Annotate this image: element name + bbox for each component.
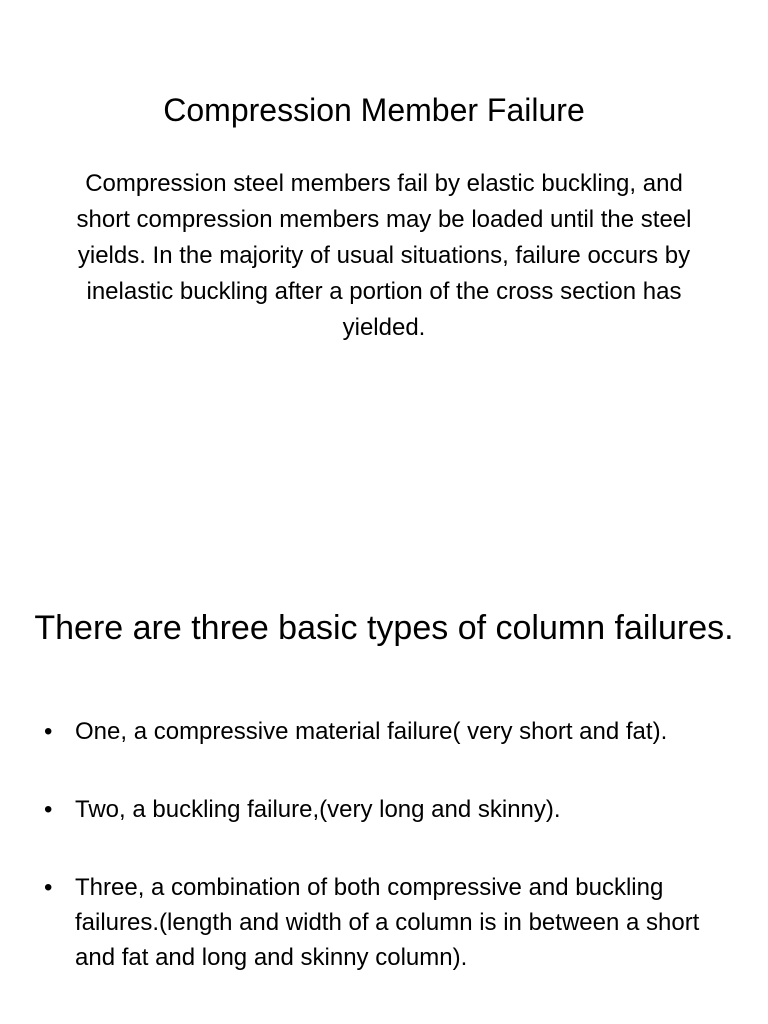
bullet-item [0,870,768,975]
slide-body-text: Compression steel members fail by elastic buckling, and short compression members may be loaded until the steel yields. In the majority of usual situations, failure occurs by inelastic buckling after a portion of the cross section has yielded. [76,170,692,341]
bullet-dot-icon: • [44,874,53,901]
bullet-item [0,714,768,749]
bullet-list [0,714,768,1018]
bullet-dot-icon: • [44,796,53,823]
bullet-text: One, a compressive material failure( very short and fat). [75,718,668,745]
slide-title: Compression Member Failure [163,92,585,128]
bullet-text: Two, a buckling failure,(very long and skinny). [75,796,561,823]
slide-column-failure-types [0,512,768,1024]
bullet-item [0,792,768,827]
bullet-dot-icon: • [44,718,53,745]
bullet-text: Three, a combination of both compressive and buckling failures.(length and width of a column is in between a short and fat and long and skinny column). [75,874,700,971]
slide-title: There are three basic types of column failures. [34,609,734,647]
